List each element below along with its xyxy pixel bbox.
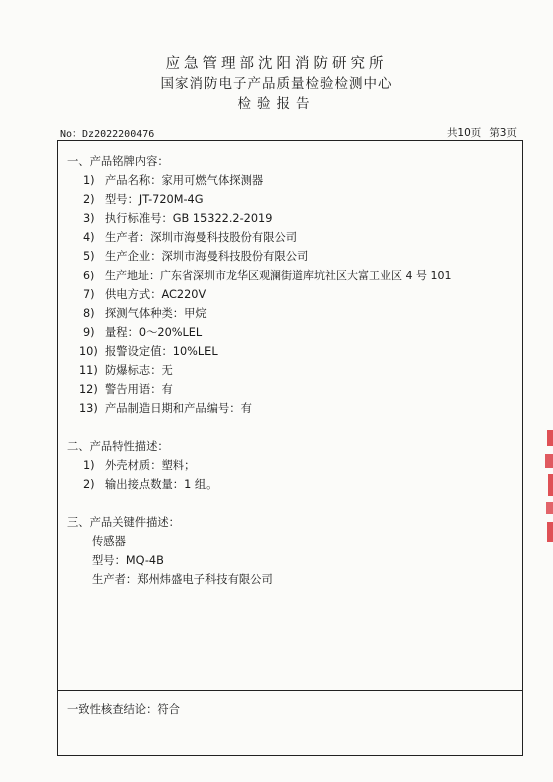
conclusion-divider (58, 690, 522, 691)
component-name: 传感器 (92, 535, 126, 548)
component-manufacturer: 生产者：郑州炜盛电子科技有限公司 (92, 573, 273, 586)
component-model: 型号：MQ-4B (92, 554, 164, 567)
section-nameplate-title: 一、产品铭牌内容： (67, 155, 169, 168)
list-item: 1) 产品名称：家用可燃气体探测器 (83, 174, 264, 187)
list-item: 10) 报警设定值：10%LEL (79, 345, 218, 358)
page-indicator (439, 125, 517, 140)
report-title: 检验报告 (237, 96, 316, 112)
list-item: 13) 产品制造日期和产品编号：有 (79, 402, 252, 415)
institute-name: 应急管理部沈阳消防研究所 (165, 56, 388, 72)
list-item: 2) 输出接点数量：1 组。 (83, 478, 218, 491)
list-item: 9) 量程：0～20%LEL (83, 326, 203, 339)
list-item: 11) 防爆标志：无 (79, 364, 173, 377)
list-item: 7) 供电方式：AC220V (83, 288, 207, 301)
report-number: No：Dz2022200476 (60, 129, 155, 140)
list-item: 3) 执行标准号：GB 15322.2-2019 (83, 212, 273, 225)
center-name: 国家消防电子产品质量检验检测中心 (160, 76, 393, 92)
report-frame (57, 140, 523, 756)
section-key-components-title: 三、产品关键件描述： (67, 516, 180, 529)
list-item: 4) 生产者：深圳市海曼科技股份有限公司 (83, 231, 298, 244)
list-item: 12) 警告用语：有 (79, 383, 173, 396)
list-item: 6) 生产地址：广东省深圳市龙华区观澜街道库坑社区大富工业区 4 号 101 (83, 269, 452, 282)
seal-stamp-edge (539, 430, 553, 550)
section-characteristics-title: 二、产品特性描述： (67, 440, 169, 453)
list-item: 5) 生产企业：深圳市海曼科技股份有限公司 (83, 250, 309, 263)
current-page: 第3页 (489, 127, 517, 139)
conclusion-text: 一致性核查结论：符合 (67, 703, 180, 716)
list-item: 2) 型号：JT-720M-4G (83, 193, 204, 206)
list-item: 8) 探测气体种类：甲烷 (83, 307, 207, 320)
list-item: 1) 外壳材质：塑料； (83, 459, 196, 472)
total-pages: 共10页 (446, 127, 482, 139)
